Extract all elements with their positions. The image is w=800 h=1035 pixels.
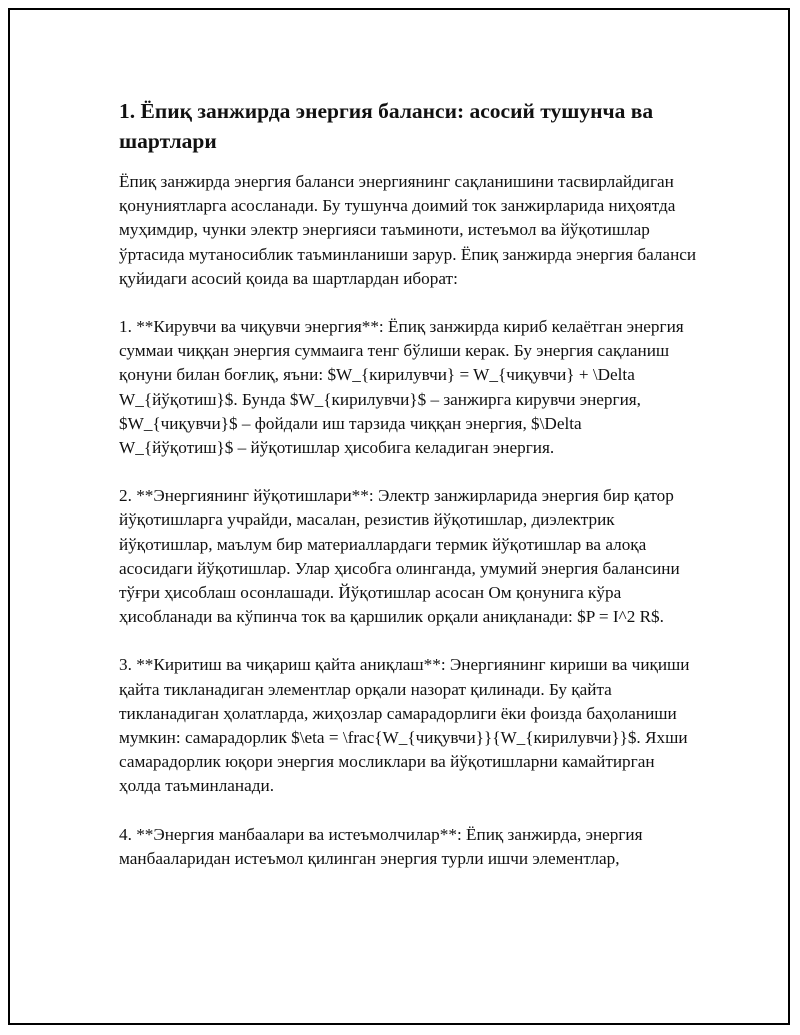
paragraph-sources-consumers: 4. **Энергия манбаалари ва истеъмолчилар**: Ёпиқ занжирда, энергия манбааларидан истеъмол қилинган энергия турли ишчи элементлар, (119, 824, 643, 868)
paragraph-efficiency: 3. **Киритиш ва чиқариш қайта аниқлаш**: Энергиянинг кириши ва чиқиши қайта тикланадиган элементлар орқали назорат қилинади. Бу қайта тикланадиган ҳолатларда, жиҳозлар самарадорлиги ёки фоизда баҳоланиши мумкин: самарадорлик $\eta = \frac{W_{чиқувчи}}{W_{кирилувчи}}$. Яхши самарадорлик юқори энергия мосликлари ва йўқотишларни камайтирган ҳолда таъминланади. (119, 655, 690, 796)
page-frame (8, 8, 790, 1025)
intro-paragraph: Ёпиқ занжирда энергия баланси энергиянинг сақланишини тасвирлайдиган қонуниятларга асосланади. Бу тушунча доимий ток занжирларида ниҳоятда муҳимдир, чунки электр энергияси таъминоти, истеъмол ва йўқотишлар ўртасида мутаносиблик таъминланиши зарур. Ёпиқ занжирда энергия баланси қуйидаги асосий қоида ва шартлардан иборат: (119, 172, 697, 288)
paragraph-energy-losses: 2. **Энергиянинг йўқотишлари**: Электр занжирларида энергия бир қатор йўқотишларга учрайди, масалан, резистив йўқотишлар, диэлектрик йўқотишлар, маълум бир материаллардаги термик йўқотишлар ва алоқа асосидаги йўқотишлар. Улар ҳисобга олинганда, умумий энергия балансини тўғри ҳисоблаш осонлашади. Йўқотишлар асосан Ом қонунига кўра ҳисобланади ва кўпинча ток ва қаршилик орқали аниқланади: $P = I^2 R$. (119, 486, 680, 627)
section-heading: 1. Ёпиқ занжирда энергия баланси: асосий тушунча ва шартлари (119, 99, 654, 153)
document-body (119, 96, 699, 895)
paragraph-input-output-energy: 1. **Кирувчи ва чиқувчи энергия**: Ёпиқ занжирда кириб келаётган энергия суммаи чиққан энергия суммаига тенг бўлиши керак. Бу энергия сақланиш қонуни билан боғлиқ, яъни: $W_{кирилувчи} = W_{чиқувчи} + \Delta W_{йўқотиш}$. Бунда $W_{кирилувчи}$ – занжирга кирувчи энергия, $W_{чиқувчи}$ – фойдали иш тарзида чиққан энергия, $\Delta W_{йўқотиш}$ – йўқотишлар ҳисобига келадиган энергия. (119, 317, 684, 458)
